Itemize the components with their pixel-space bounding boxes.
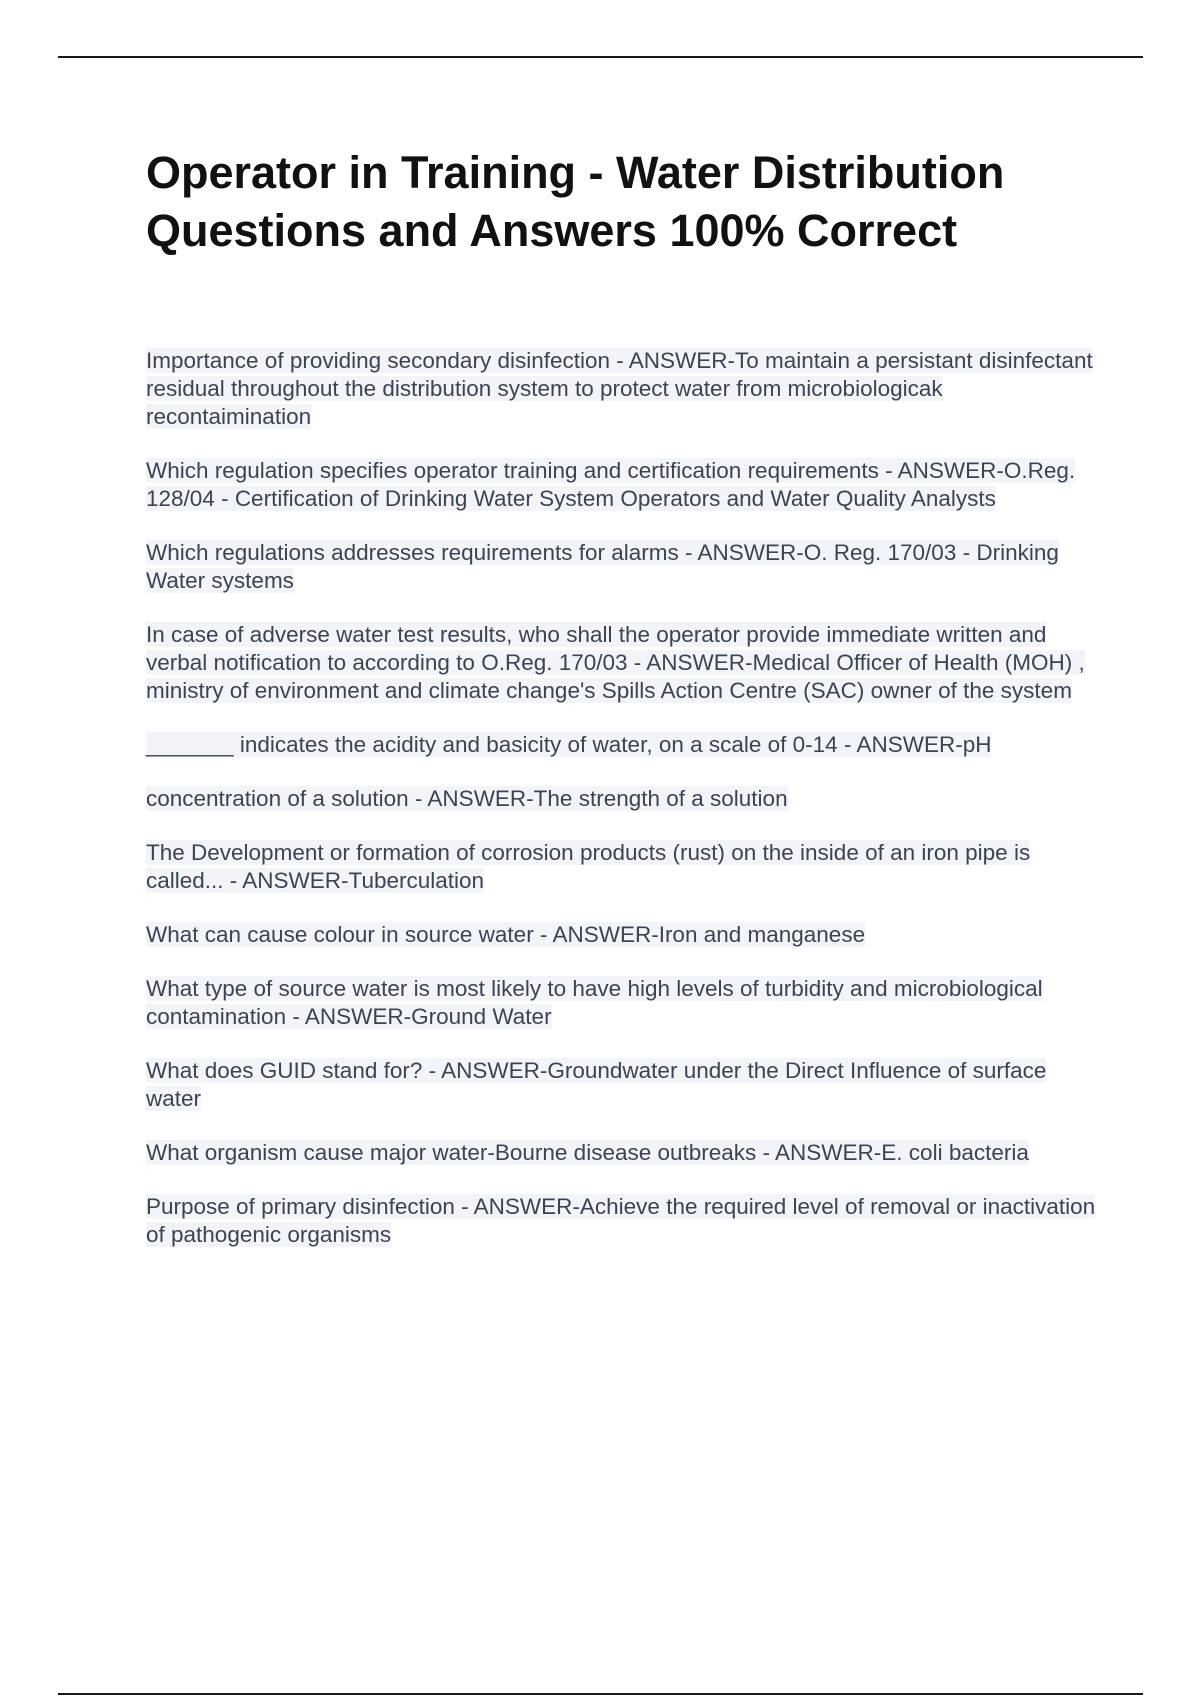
qa-item (146, 1057, 1096, 1113)
qa-text: Which regulations addresses requirements for alarms - ANSWER-O. Reg. 170/03 - Drinking Water systems (146, 540, 1059, 593)
qa-item (146, 347, 1096, 431)
document-title: Operator in Training - Water Distribution Questions and Answers 100% Correct (146, 147, 1005, 256)
top-rule (58, 56, 1143, 58)
qa-text: _______ indicates the acidity and basicity of water, on a scale of 0-14 - ANSWER-pH (146, 732, 992, 757)
qa-item (146, 539, 1096, 595)
qa-item (146, 621, 1096, 705)
qa-item (146, 921, 1096, 949)
qa-item (146, 731, 1096, 759)
qa-text: What type of source water is most likely to have high levels of turbidity and microbiological contamination - ANSWER-Ground Water (146, 976, 1043, 1029)
qa-text: Which regulation specifies operator training and certification requirements - ANSWER-O.Reg. 128/04 - Certification of Drinking Water System Operators and Water Quality Analysts (146, 458, 1076, 511)
qa-text: What organism cause major water-Bourne disease outbreaks - ANSWER-E. coli bacteria (146, 1140, 1029, 1165)
qa-text: In case of adverse water test results, who shall the operator provide immediate written and verbal notification to according to O.Reg. 170/03 - ANSWER-Medical Officer of Health (MOH) , ministry of environment and climate change's Spills Action Centre (SAC) owner of the system (146, 622, 1085, 703)
qa-text: The Development or formation of corrosion products (rust) on the inside of an iron pipe is called... - ANSWER-Tuberculation (146, 840, 1031, 893)
qa-text: What does GUID stand for? - ANSWER-Groundwater under the Direct Influence of surface water (146, 1058, 1047, 1111)
qa-text: Importance of providing secondary disinfection - ANSWER-To maintain a persistant disinfectant residual throughout the distribution system to protect water from microbiologicak recontaimination (146, 348, 1093, 429)
qa-item (146, 1193, 1096, 1249)
qa-list (146, 347, 1096, 1275)
qa-item (146, 1139, 1096, 1167)
qa-item (146, 839, 1096, 895)
qa-text: concentration of a solution - ANSWER-The strength of a solution (146, 786, 788, 811)
bottom-rule (58, 1693, 1143, 1695)
qa-item (146, 785, 1096, 813)
qa-item (146, 457, 1096, 513)
qa-item (146, 975, 1096, 1031)
qa-text: Purpose of primary disinfection - ANSWER-Achieve the required level of removal or inactivation of pathogenic organisms (146, 1194, 1096, 1247)
qa-text: What can cause colour in source water - ANSWER-Iron and manganese (146, 922, 866, 947)
